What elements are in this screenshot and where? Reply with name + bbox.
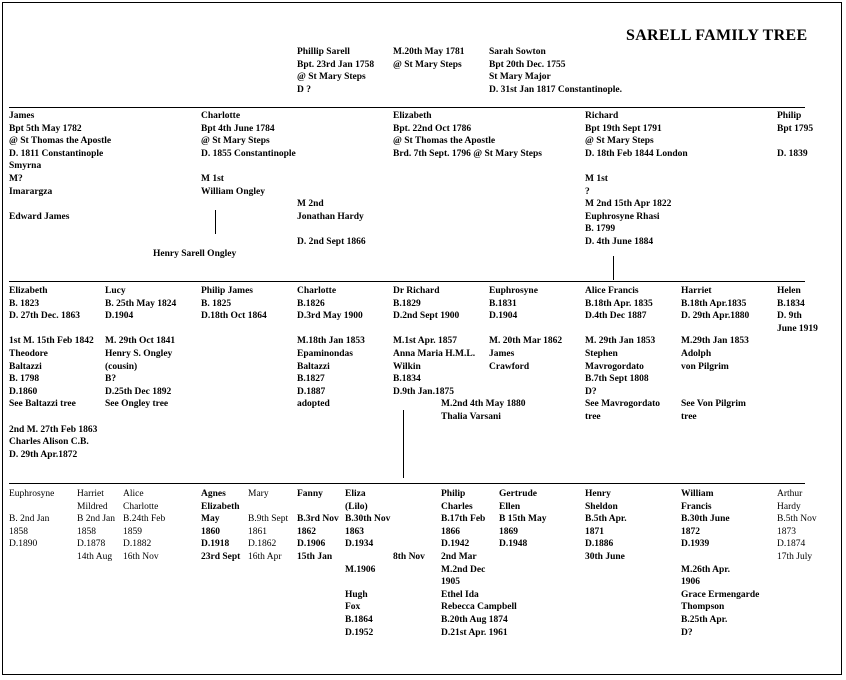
gen1-elizabeth [393, 110, 542, 160]
entry-line: 23rd Sept [201, 551, 241, 562]
entry-line: See Von Pilgrim [681, 399, 746, 410]
entry-line: Euphrosyne Rhasi [585, 211, 660, 222]
entry-line: Charles Alison C.B. [9, 437, 89, 448]
gen3-euphrosyne [9, 488, 54, 551]
entry-line: D. 9th [777, 311, 802, 322]
entry-line: M.1st Apr. 1857 [393, 336, 458, 347]
entry-line: 2nd Mar [441, 551, 477, 562]
entry-line: B.1864 [345, 614, 373, 625]
entry-line: B.1829 [393, 298, 421, 309]
entry-line [681, 551, 759, 564]
entry-line: B.30th June [681, 514, 730, 525]
gen0-phillip-sarell [297, 46, 374, 96]
entry-line: Baltazzi [9, 361, 42, 372]
connector-dr-richard [403, 410, 404, 478]
connector-richard [613, 256, 614, 280]
entry-line: D.1890 [9, 539, 38, 550]
entry-line: M 2nd [297, 199, 324, 209]
gen2-dr-richard-second-marriage [441, 398, 525, 423]
entry-line [297, 223, 366, 236]
entry-line: D? [681, 627, 693, 638]
entry-line: 8th Nov [393, 552, 425, 562]
entry-line [585, 160, 688, 173]
entry-line: Jonathan Hardy [297, 211, 364, 222]
entry-line [9, 198, 111, 211]
gen1-divider [9, 107, 805, 108]
entry-line: 1869 [499, 526, 518, 537]
entry-line: M 2nd 15th Apr 1822 [585, 199, 672, 210]
entry-line: 1858 [9, 526, 28, 537]
entry-line: St Mary Major [489, 72, 551, 83]
entry-line: William Ongley [201, 186, 265, 197]
entry-line: 1st M. 15th Feb 1842 [9, 336, 94, 347]
entry-line: (cousin) [105, 361, 138, 372]
entry-line: Crawford [489, 361, 530, 372]
entry-line: @ St Mary Steps [585, 136, 654, 147]
entry-line: B.25th Apr. [681, 614, 728, 625]
entry-line [248, 501, 288, 514]
entry-line: D.1918 [201, 539, 230, 550]
entry-line: von Pilgrim [681, 361, 729, 372]
entry-line: @ St Thomas the Apostle [9, 136, 112, 147]
gen3-alice-charlotte [123, 488, 165, 564]
gen2-lucy [105, 285, 176, 411]
entry-line: M 1st [201, 173, 224, 184]
entry-line [9, 323, 97, 336]
entry-line: Arthur [777, 489, 803, 499]
entry-line: 1906 [681, 577, 700, 588]
entry-line: M. 29th Oct 1841 [105, 336, 176, 347]
gen3-eliza-lilo [345, 488, 390, 639]
entry-line: 1905 [441, 577, 460, 588]
entry-line: B.5th Nov [777, 514, 817, 525]
entry-line: D.1948 [499, 539, 528, 550]
entry-line: Harriet [77, 489, 104, 499]
entry-line: M 1st [585, 173, 608, 184]
entry-line: B.30th Nov [345, 514, 391, 525]
entry-line: Bpt. 23rd Jan 1758 [297, 59, 375, 70]
entry-line: M.26th Apr. [681, 564, 731, 575]
entry-line: D.1952 [345, 627, 374, 638]
gen3-william-francis [681, 488, 759, 639]
entry-line [105, 323, 176, 336]
entry-line [585, 323, 660, 336]
gen1-philip [777, 110, 813, 160]
gen2-euphrosyne [489, 285, 562, 373]
entry-line: Phillip Sarell [297, 47, 350, 57]
entry-line: D.1939 [681, 539, 710, 550]
entry-line: Henry Sarell Ongley [153, 249, 237, 259]
gen2-harriet [681, 285, 749, 424]
entry-line: Euphrosyne [9, 489, 55, 499]
entry-line: 1873 [777, 526, 796, 537]
entry-line: Brd. 7th Sept. 1796 @ St Mary Steps [393, 148, 542, 159]
entry-line: 14th Aug [77, 551, 113, 562]
entry-line: 30th June [585, 551, 625, 562]
gen3-harriet-mildred [77, 488, 115, 564]
entry-line: B.1834 [393, 374, 421, 385]
entry-line: Sarah Sowton [489, 47, 546, 57]
entry-line: Ethel Ida [441, 589, 479, 600]
entry-line: Elizabeth [393, 111, 432, 121]
entry-line: 1858 [77, 526, 96, 537]
entry-line: May [201, 514, 220, 525]
entry-line: D.4th Dec 1887 [585, 311, 647, 322]
entry-line: Elizabeth [9, 286, 48, 296]
entry-line: Adolph [681, 348, 712, 359]
entry-line: D.3rd May 1900 [297, 311, 363, 322]
entry-line: M. 20th Mar 1862 [489, 336, 563, 347]
entry-line: Anna Maria H.M.L. [393, 348, 476, 359]
entry-line: adopted [297, 399, 330, 410]
entry-line: D.21st Apr. 1961 [441, 627, 508, 638]
entry-line: Stephen [585, 348, 618, 359]
entry-line: B.18th Apr. 1835 [585, 298, 653, 309]
entry-line: Gertrude [499, 489, 537, 499]
entry-line: Philip [441, 489, 466, 499]
entry-line: B.18th Apr.1835 [681, 298, 747, 309]
entry-line: Bpt. 22nd Oct 1786 [393, 123, 472, 134]
entry-line: 1866 [441, 526, 460, 537]
entry-line: D.1860 [9, 386, 38, 397]
entry-line: 16th Nov [123, 551, 159, 562]
entry-line: B. 1823 [9, 298, 40, 309]
gen3-mary [248, 488, 288, 564]
entry-line: Euphrosyne [489, 286, 538, 296]
page-title: SARELL FAMILY TREE [626, 27, 808, 44]
entry-line: B.9th Sept [248, 514, 289, 525]
gen2-divider [9, 281, 805, 282]
entry-line [489, 323, 562, 336]
entry-line [297, 501, 339, 514]
entry-line: See Ongley tree [105, 399, 169, 410]
entry-line: B.7th Sept 1808 [585, 374, 649, 385]
entry-line: James [489, 348, 515, 359]
entry-line: D.25th Dec 1892 [105, 386, 172, 397]
entry-line: Henry [585, 489, 611, 499]
gen2-charlotte [297, 285, 365, 411]
entry-line: D. 31st Jan 1817 Constantinople. [489, 84, 623, 95]
gen2-alice-francis [585, 285, 660, 424]
entry-line: Edward James [9, 211, 70, 222]
entry-line: B.24th Feb [123, 514, 166, 525]
entry-line: (Lilo) [345, 501, 368, 512]
connector-charlotte [215, 210, 216, 234]
entry-line: D. 1855 Constantinople [201, 148, 296, 159]
entry-line: Baltazzi [297, 361, 330, 372]
entry-line: Smyrna [9, 161, 42, 172]
entry-line: Fanny [297, 489, 323, 499]
entry-line: M? [9, 173, 23, 184]
entry-line: D.18th Oct 1864 [201, 311, 267, 322]
entry-line: See Baltazzi tree [9, 399, 76, 410]
entry-line: 15th Jan [297, 551, 333, 562]
entry-line: D.1887 [297, 386, 326, 397]
entry-line: Mildred [77, 501, 108, 512]
entry-line: B. 25th May 1824 [105, 298, 177, 309]
gen3-gertrude-ellen [499, 488, 547, 551]
entry-line: Charles [441, 501, 473, 512]
entry-line: Mary [248, 489, 269, 499]
entry-line [345, 551, 390, 564]
entry-line: B. 1798 [9, 374, 40, 385]
entry-line: B. 1825 [201, 298, 232, 309]
entry-line: D.1882 [123, 539, 152, 550]
entry-line: Theodore [9, 348, 48, 359]
entry-line: Hardy [777, 501, 801, 512]
gen3-arthur-hardy [777, 488, 817, 564]
gen2-helen [777, 285, 818, 335]
entry-line: B.1834 [777, 298, 805, 309]
entry-line: D.1878 [77, 539, 106, 550]
gen2-philip-james [201, 285, 267, 323]
entry-line: M.2nd 4th May 1880 [441, 399, 526, 409]
entry-line: D.1906 [297, 539, 326, 550]
gen2-elizabeth [9, 285, 97, 461]
entry-line [9, 411, 97, 424]
gen3-agnes-elizabeth [201, 488, 240, 564]
entry-line: D? [585, 386, 597, 397]
entry-line [681, 323, 749, 336]
entry-line: Ellen [499, 501, 521, 512]
entry-line: B.17th Feb [441, 514, 486, 525]
entry-line: Francis [681, 501, 712, 512]
entry-line: D.1934 [345, 539, 374, 550]
entry-line: Thompson [681, 602, 725, 613]
entry-line: Helen [777, 286, 801, 296]
entry-line: See Mavrogordato [585, 399, 661, 410]
entry-line [9, 501, 54, 514]
gen3-fanny [297, 488, 339, 564]
entry-line: Harriet [681, 286, 712, 296]
entry-line: M.20th May 1781 [393, 47, 465, 57]
entry-line: Bpt 20th Dec. 1755 [489, 59, 566, 70]
entry-line: Imarargza [9, 186, 53, 197]
entry-line: M. 29th Jan 1853 [585, 336, 656, 347]
entry-line: @ St Mary Steps [393, 59, 462, 70]
gen1-henry-sarell-ongley [153, 248, 236, 261]
entry-line: D. 29th Apr.1880 [681, 311, 750, 322]
gen3-henry-sheldon [585, 488, 627, 564]
entry-line: tree [585, 411, 601, 422]
entry-line: D. 27th Dec. 1863 [9, 311, 80, 322]
entry-line [345, 576, 390, 589]
entry-line: Thalia Varsani [441, 411, 501, 422]
entry-line: D.2nd Sept 1900 [393, 311, 460, 322]
entry-line: Mavrogordato [585, 361, 644, 372]
entry-line: B.20th Aug 1874 [441, 614, 508, 625]
entry-line [393, 323, 475, 336]
entry-line: D.9th Jan.1875 [393, 386, 454, 397]
entry-line: 1872 [681, 526, 700, 537]
entry-line: Bpt 19th Sept 1791 [585, 123, 662, 134]
entry-line [201, 160, 296, 173]
entry-line [297, 323, 365, 336]
entry-line: 1863 [345, 526, 364, 537]
entry-line: ? [585, 186, 590, 197]
entry-line: Bpt 5th May 1782 [9, 123, 82, 134]
entry-line: Bpt 4th June 1784 [201, 123, 275, 134]
entry-line: Wilkin [393, 361, 421, 372]
entry-line: D. 4th June 1884 [585, 236, 654, 247]
gen0-marriage [393, 46, 465, 71]
gen1-charlotte [201, 110, 296, 198]
entry-line: 17th July [777, 551, 813, 562]
entry-line: D.1904 [105, 311, 134, 322]
entry-line: @ St Mary Steps [201, 136, 270, 147]
entry-line: Elizabeth [201, 501, 240, 512]
entry-line: Lucy [105, 286, 126, 296]
entry-line: D.1886 [585, 539, 614, 550]
entry-line: B? [105, 374, 117, 385]
entry-line: B.1826 [297, 298, 325, 309]
entry-line: 1860 [201, 526, 220, 537]
entry-line: Charlotte [123, 501, 159, 512]
entry-line: Sheldon [585, 501, 618, 512]
entry-line: B. 1799 [585, 224, 616, 235]
entry-line: Philip James [201, 286, 253, 296]
entry-line: Henry S. Ongley [105, 348, 173, 359]
entry-line: D. 1811 Constantinople [9, 148, 104, 159]
gen1-charlotte-second-marriage [297, 198, 366, 248]
entry-line: D. 1839 [777, 148, 808, 159]
entry-line: D.1862 [248, 539, 277, 550]
gen1-richard [585, 110, 688, 249]
entry-line: Charlotte [201, 111, 241, 121]
entry-line: Rebecca Campbell [441, 602, 517, 613]
entry-line: @ St Thomas the Apostle [393, 136, 496, 147]
gen3-divider [9, 483, 805, 484]
entry-line: B.1831 [489, 298, 517, 309]
entry-line: D.1904 [489, 311, 518, 322]
entry-line: Philip [777, 111, 802, 121]
entry-line: Charlotte [297, 286, 337, 296]
entry-line: Agnes [201, 489, 226, 499]
entry-line: B. 2nd Jan [9, 514, 50, 525]
entry-line: @ St Mary Steps [297, 72, 366, 83]
entry-line: M.1906 [345, 564, 376, 575]
entry-line: B 2nd Jan [77, 514, 115, 525]
entry-line: D.1942 [441, 539, 470, 550]
entry-line: D ? [297, 84, 311, 95]
entry-line: 1859 [123, 526, 142, 537]
entry-line: M.29th Jan 1853 [681, 336, 749, 347]
entry-line: D.1874 [777, 539, 806, 550]
entry-line: B.3rd Nov [297, 514, 339, 525]
entry-line: 1861 [248, 526, 267, 537]
entry-line: Eliza [345, 489, 366, 499]
entry-line: Grace Ermengarde [681, 589, 760, 600]
entry-line: Fox [345, 602, 361, 613]
entry-line: Dr Richard [393, 286, 440, 296]
entry-line: Hugh [345, 589, 368, 600]
entry-line: Epaminondas [297, 348, 353, 359]
entry-line: James [9, 111, 35, 121]
entry-line: June 1919 [777, 323, 818, 334]
entry-line: B.1827 [297, 374, 325, 385]
gen3-marriage-date [393, 551, 425, 564]
entry-line [681, 386, 749, 399]
entry-line: M.2nd Dec [441, 564, 486, 575]
entry-line [681, 373, 749, 386]
entry-line: tree [681, 411, 697, 422]
entry-line: B.5th Apr. [585, 514, 627, 525]
gen0-sarah-sowton [489, 46, 622, 96]
entry-line: D. 18th Feb 1844 London [585, 148, 688, 159]
entry-line: 1871 [585, 526, 604, 537]
entry-line: D. 2nd Sept 1866 [297, 236, 366, 247]
entry-line: M.18th Jan 1853 [297, 336, 365, 347]
entry-line: B 15th May [499, 514, 547, 525]
entry-line: William [681, 489, 714, 499]
gen1-james [9, 110, 111, 223]
entry-line: 2nd M. 27th Feb 1863 [9, 424, 98, 435]
entry-line: 1862 [297, 526, 316, 537]
gen2-dr-richard [393, 285, 475, 398]
entry-line: 16th Apr [248, 551, 282, 562]
entry-line: Richard [585, 111, 619, 121]
entry-line: Bpt 1795 [777, 123, 814, 134]
entry-line [777, 135, 813, 148]
entry-line: Alice [123, 489, 144, 499]
entry-line: Alice Francis [585, 286, 639, 296]
entry-line: D. 29th Apr.1872 [9, 449, 78, 460]
